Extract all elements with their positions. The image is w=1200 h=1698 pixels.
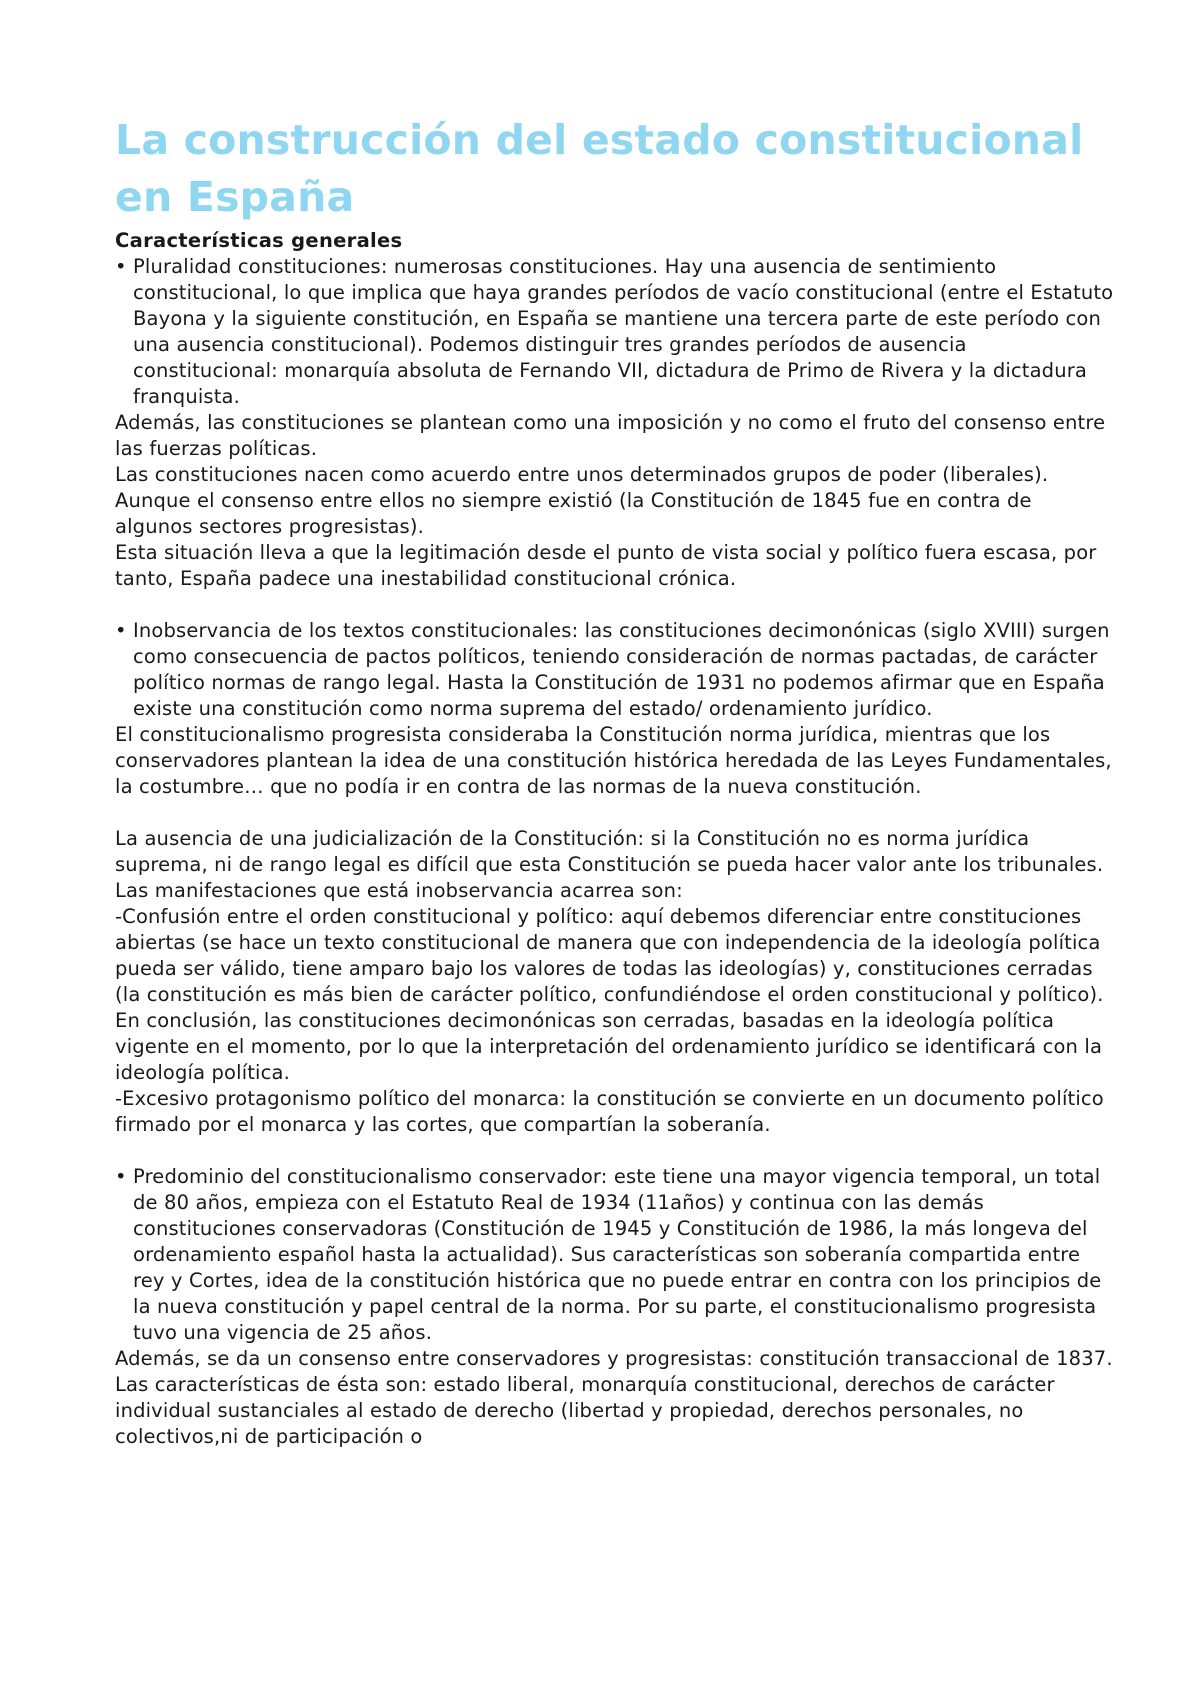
- paragraph-gap: [115, 592, 1115, 618]
- paragraph: El constitucionalismo progresista consideraba la Constitución norma jurídica, mientras que los conservadores plantean la idea de una constitución histórica heredada de las Leyes Fundamentales, la costumbre… que no podía ir en contra de las normas de la nueva constitución.: [115, 723, 1112, 798]
- bullet-text: Predominio del constitucionalismo conservador: este tiene una mayor vigencia temporal, un total de 80 años, empieza con el Estatuto Real de 1934 (11años) y continua con las demás constituciones conservadoras (Constitución de 1945 y Constitución de 1986, la más longeva del ordenamiento español hasta la actualidad). Sus características son soberanía compartida entre rey y Cortes, idea de la constitución histórica que no puede entrar en contra con los principios de la nueva constitución y papel central de la norma. Por su parte, el constitucionalismo progresista tuvo una vigencia de 25 años.: [133, 1165, 1102, 1344]
- paragraph: La ausencia de una judicialización de la Constitución: si la Constitución no es norma jurídica suprema, ni de rango legal es difícil que esta Constitución se pueda hacer valor ante los tribunales.: [115, 827, 1104, 876]
- bullet-text: Pluralidad constituciones: numerosas constituciones. Hay una ausencia de sentimiento constitucional, lo que implica que haya grandes períodos de vacío constitucional (entre el Estatuto Bayona y la siguiente constitución, en España se mantiene una tercera parte de este período con una ausencia constitucional). Podemos distinguir tres grandes períodos de ausencia constitucional: monarquía absoluta de Fernando VII, dictadura de Primo de Rivera y la dictadura franquista.: [133, 255, 1114, 408]
- paragraph: Además, se da un consenso entre conservadores y progresistas: constitución transaccional de 1837. Las características de ésta son: estado liberal, monarquía constitucional, derechos de carácter individual sustanciales al estado de derecho (libertad y propiedad, derechos personales, no colectivos,ni de participación o: [115, 1347, 1113, 1448]
- section-heading: Características generales: [115, 229, 403, 252]
- paragraph: Las constituciones nacen como acuerdo entre unos determinados grupos de poder (liberales). Aunque el consenso entre ellos no siempre existió (la Constitución de 1845 fue en contra de algunos sectores progresistas).: [115, 463, 1049, 538]
- document-body: [115, 254, 1115, 1450]
- bullet-item: [115, 1164, 1115, 1346]
- document-page: [115, 112, 1115, 1450]
- bullet-item: [115, 254, 1115, 410]
- document-title: La construcción del estado constitucional en España: [115, 116, 1084, 221]
- bullet-glyph: •: [115, 255, 127, 278]
- bullet-glyph: •: [115, 1165, 127, 1188]
- paragraph: Esta situación lleva a que la legitimación desde el punto de vista social y político fuera escasa, por tanto, España padece una inestabilidad constitucional crónica.: [115, 541, 1097, 590]
- paragraph-gap: [115, 800, 1115, 826]
- paragraph: Además, las constituciones se plantean como una imposición y no como el fruto del consenso entre las fuerzas políticas.: [115, 411, 1106, 460]
- bullet-glyph: •: [115, 619, 127, 642]
- paragraph: -Excesivo protagonismo político del monarca: la constitución se convierte en un documento político firmado por el monarca y las cortes, que compartían la soberanía.: [115, 1087, 1104, 1136]
- paragraph: Las manifestaciones que está inobservancia acarrea son:: [115, 879, 683, 902]
- paragraph: -Confusión entre el orden constitucional y político: aquí debemos diferenciar entre constituciones abiertas (se hace un texto constitucional de manera que con independencia de la ideología política pueda ser válido, tiene amparo bajo los valores de todas las ideologías) y, constituciones cerradas (la constitución es más bien de carácter político, confundiéndose el orden constitucional y político). En conclusión, las constituciones decimonónicas son cerradas, basadas en la ideología política vigente en el momento, por lo que la interpretación del ordenamiento jurídico se identificará con la ideología política.: [115, 905, 1104, 1084]
- paragraph-gap: [115, 1138, 1115, 1164]
- bullet-item: [115, 618, 1115, 722]
- bullet-text: Inobservancia de los textos constitucionales: las constituciones decimonónicas (siglo XVIII) surgen como consecuencia de pactos políticos, teniendo consideración de normas pactadas, de carácter político normas de rango legal. Hasta la Constitución de 1931 no podemos afirmar que en España existe una constitución como norma suprema del estado/ ordenamiento jurídico.: [133, 619, 1110, 720]
